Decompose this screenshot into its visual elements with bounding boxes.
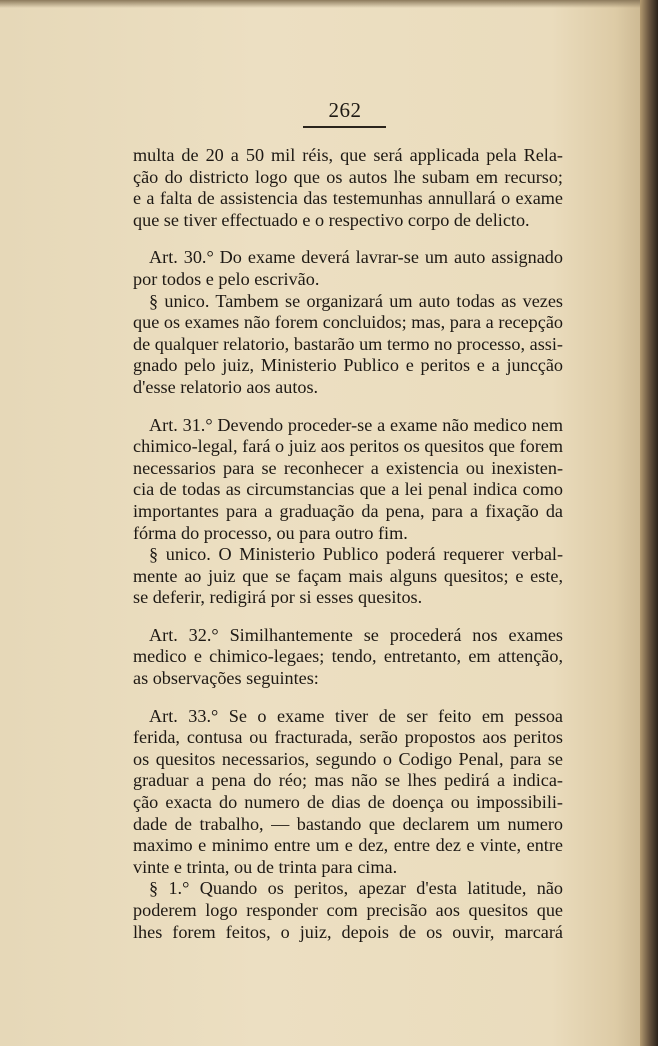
text-line: necessarios para se reconhecer a existencia ou inexisten-: [133, 457, 563, 478]
text-line: d'esse relatorio aos autos.: [133, 376, 319, 397]
paragraph-gap: [133, 399, 563, 415]
text-line: fórma do processo, ou para outro fim.: [133, 522, 408, 543]
text-line: gnado pelo juiz, Ministerio Publico e peritos e a juncção: [133, 355, 563, 376]
header-rule: [303, 126, 386, 128]
text-line: multa de 20 a 50 mil réis, que será applicada pela Rela-: [133, 145, 563, 165]
text-line: que se tiver effectuado e o respectivo corpo de delicto.: [133, 209, 530, 230]
text-line: ferida, contusa ou fracturada, serão propostos aos peritos: [133, 727, 563, 748]
body-text: [133, 145, 563, 943]
text-line: mente ao juiz que se façam mais alguns quesitos; e este,: [133, 565, 563, 586]
text-line: § unico. Tambem se organizará um auto todas as vezes: [149, 290, 563, 311]
text-line: § unico. O Ministerio Publico poderá requerer verbal-: [149, 544, 563, 565]
text-line: poderem logo responder com precisão aos quesitos que: [133, 900, 563, 920]
text-line: § 1.° Quando os peritos, apezar d'esta latitude, não: [149, 878, 563, 899]
text-line: medico e chimico-legaes; tendo, entretanto, em attenção,: [133, 646, 563, 667]
book-binding-edge: [640, 0, 658, 1046]
text-line: dade de trabalho, — bastando que declarem um numero: [133, 813, 563, 834]
paragraph-gap: [133, 231, 563, 247]
page-top-shadow: [0, 0, 648, 8]
text-line: lhes forem feitos, o juiz, depois de os ouvir, marcará: [133, 921, 563, 942]
text-line: maximo e minimo entre um e dez, entre dez e vinte, entre: [133, 835, 563, 856]
text-line: que os exames não forem concluidos; mas, para a recepção: [133, 312, 563, 333]
text-line: de qualquer relatorio, bastarão um termo no processo, assi-: [133, 333, 563, 354]
text-line: cia de todas as circumstancias que a lei penal indica como: [133, 479, 563, 500]
text-line: os quesitos necessarios, segundo o Codigo Penal, para se: [133, 748, 563, 769]
text-line: graduar a pena do réo; mas não se lhes pedirá a indica-: [133, 770, 563, 791]
paragraph-gap: [133, 690, 563, 706]
text-line: chimico-legal, fará o juiz aos peritos os quesitos que forem: [133, 436, 563, 457]
text-line: Art. 31.° Devendo proceder-se a exame não medico nem: [149, 414, 563, 435]
text-line: Art. 30.° Do exame deverá lavrar-se um auto assignado: [149, 247, 563, 268]
page-number: 262: [328, 98, 362, 122]
text-line: e a falta de assistencia das testemunhas annullará o exame: [133, 188, 563, 209]
text-line: se deferir, redigirá por si esses quesitos.: [133, 587, 423, 608]
text-line: por todos e pelo escrivão.: [133, 268, 320, 289]
text-line: Art. 33.° Se o exame tiver de ser feito em pessoa: [149, 705, 563, 726]
text-line: as observações seguintes:: [133, 668, 319, 689]
paragraph-gap: [133, 609, 563, 625]
text-line: importantes para a graduação da pena, para a fixação da: [133, 500, 563, 521]
text-line: Art. 32.° Similhantemente se procederá nos exames: [149, 624, 563, 645]
text-line: vinte e trinta, ou de trinta para cima.: [133, 856, 398, 877]
text-line: ção do districto logo que os autos lhe subam em recurso;: [133, 166, 563, 187]
text-line: ção exacta do numero de dias de doença ou impossibili-: [133, 792, 563, 813]
